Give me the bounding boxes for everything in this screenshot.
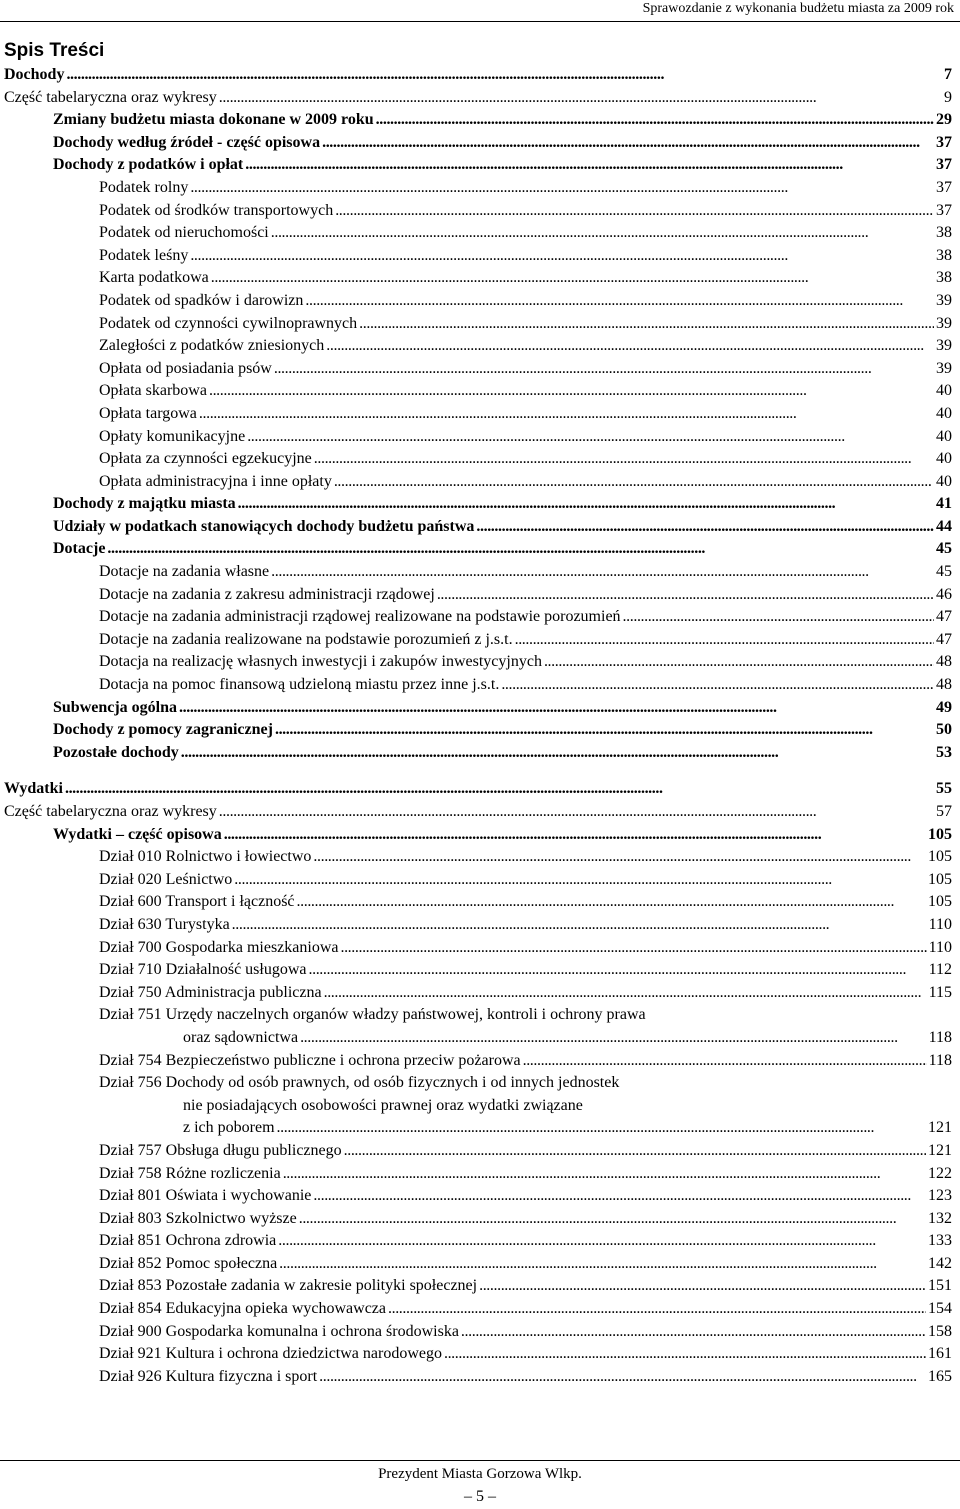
toc-entry[interactable] <box>0 64 960 87</box>
toc-leader-dots <box>444 1343 926 1365</box>
toc-entry[interactable] <box>0 1185 960 1208</box>
toc-entry-label: oraz sądownictwa <box>183 1028 299 1046</box>
toc-entry-label: Dochody <box>4 66 65 83</box>
toc-page-number: 50 <box>936 721 952 739</box>
toc-entry-label: Część tabelaryczna oraz wykresy <box>4 803 217 820</box>
toc-leader-dots <box>515 629 934 651</box>
toc-entry[interactable] <box>0 674 960 697</box>
toc-entry[interactable] <box>0 516 960 539</box>
toc-entry[interactable] <box>0 380 960 403</box>
toc-leader-dots <box>300 1027 927 1049</box>
toc-page-number: 121 <box>928 1141 952 1159</box>
toc-page-number: 9 <box>944 88 952 106</box>
toc-page-number: 105 <box>928 870 952 888</box>
toc-entry-label: Dotacja na pomoc finansową udzieloną miastu przez inne j.s.t. <box>99 676 500 694</box>
toc-entry[interactable] <box>0 982 960 1005</box>
toc-leader-dots <box>190 177 934 199</box>
toc-leader-dots <box>326 335 934 357</box>
toc-page-number: 105 <box>928 893 952 911</box>
toc-entry[interactable] <box>0 824 960 847</box>
toc-leader-dots <box>279 1253 926 1275</box>
toc-entry-label: Dział 854 Edukacyjna opieka wychowawcza <box>99 1300 386 1318</box>
toc-leader-dots <box>305 290 934 312</box>
toc-leader-dots <box>275 719 934 741</box>
toc-page-number: 47 <box>936 608 952 626</box>
toc-entry[interactable] <box>0 290 960 313</box>
toc-leader-dots <box>297 891 926 913</box>
toc-leader-dots <box>344 1140 926 1162</box>
toc-leader-dots <box>247 426 934 448</box>
toc-entry[interactable] <box>0 335 960 358</box>
toc-entry[interactable] <box>0 561 960 584</box>
toc-entry[interactable] <box>0 1253 960 1276</box>
toc-entry[interactable] <box>0 959 960 982</box>
toc-page-number: 48 <box>936 676 952 694</box>
toc-entry-label: Dział 756 Dochody od osób prawnych, od osób fizycznych i od innych jednostek <box>99 1074 620 1092</box>
page-number: – 5 – <box>464 1488 496 1505</box>
toc-leader-dots <box>623 606 934 628</box>
toc-page-number: 49 <box>936 698 952 716</box>
toc-page-number: 39 <box>936 314 952 332</box>
toc-leader-dots <box>359 313 934 335</box>
toc-entry[interactable] <box>0 778 960 801</box>
toc-page-number: 122 <box>928 1164 952 1182</box>
toc-page-number: 57 <box>936 803 952 820</box>
toc-entry-label: Dotacje na zadania z zakresu administracji rządowej <box>99 585 435 603</box>
toc-leader-dots <box>313 846 926 868</box>
toc-leader-dots <box>224 824 926 846</box>
toc-entry[interactable] <box>0 109 960 132</box>
toc-page-number: 47 <box>936 630 952 648</box>
toc-page-number: 39 <box>936 359 952 377</box>
toc-entry[interactable] <box>0 87 960 110</box>
toc-page-number: 38 <box>936 269 952 287</box>
toc-entry[interactable] <box>0 132 960 155</box>
toc-leader-dots <box>107 538 934 560</box>
header-rule <box>0 21 960 22</box>
toc-entry-label: Dział 600 Transport i łączność <box>99 893 295 911</box>
toc-entry-label: Dział 630 Turystyka <box>99 915 230 933</box>
toc-entry[interactable] <box>0 629 960 652</box>
toc-entry-label: Dział 926 Kultura fizyczna i sport <box>99 1367 318 1385</box>
toc-entry[interactable] <box>0 154 960 177</box>
toc-entry-label: Wydatki – część opisowa <box>53 825 222 843</box>
toc-leader-dots <box>479 1275 926 1297</box>
toc-page-number: 132 <box>928 1209 952 1227</box>
toc-leader-dots <box>313 1185 926 1207</box>
toc-leader-dots <box>324 982 927 1004</box>
toc-entry[interactable] <box>0 493 960 516</box>
toc-entry-label: Pozostałe dochody <box>53 743 179 761</box>
footer-rule <box>0 1460 960 1461</box>
toc-leader-dots <box>277 1117 926 1139</box>
footer-text: Prezydent Miasta Gorzowa Wlkp. <box>378 1466 582 1482</box>
toc-entry-label: Dział 757 Obsługa długu publicznego <box>99 1141 342 1159</box>
toc-page-number: 48 <box>936 653 952 671</box>
toc-page-number: 110 <box>928 915 952 933</box>
toc-entry[interactable] <box>0 801 960 824</box>
toc-leader-dots <box>437 584 934 606</box>
toc-leader-dots <box>271 561 934 583</box>
toc-entry[interactable] <box>0 742 960 765</box>
toc-page-number: 105 <box>928 825 952 843</box>
toc-entry[interactable] <box>0 1004 960 1027</box>
toc-entry[interactable] <box>0 1027 960 1050</box>
toc-entry[interactable] <box>0 448 960 471</box>
toc-entry-label: Dział 010 Rolnictwo i łowiectwo <box>99 848 312 866</box>
toc-entry[interactable] <box>0 1275 960 1298</box>
toc-page-number: 112 <box>928 961 952 979</box>
toc-entry[interactable] <box>0 1140 960 1163</box>
toc-entry[interactable] <box>0 846 960 869</box>
toc-entry-label: Dotacje na zadania administracji rządowej realizowane na podstawie porozumień <box>99 608 621 626</box>
toc-entry-label: Dział 758 Różne rozliczenia <box>99 1164 281 1182</box>
toc-entry[interactable] <box>0 1343 960 1366</box>
toc-page-number: 37 <box>936 156 952 174</box>
toc-page-number: 44 <box>936 517 952 535</box>
toc-entry-label: Podatek od środków transportowych <box>99 201 334 219</box>
toc-heading: Spis Treści <box>4 40 105 61</box>
toc-entry-label: Dział 020 Leśnictwo <box>99 870 233 888</box>
toc-entry-label: Podatek od spadków i darowizn <box>99 291 304 309</box>
toc-entry[interactable] <box>0 719 960 742</box>
toc-entry-label: Podatek od czynności cywilnoprawnych <box>99 314 358 332</box>
toc-leader-dots <box>314 448 934 470</box>
toc-page-number: 29 <box>936 111 952 129</box>
toc-leader-dots <box>319 1366 926 1388</box>
toc-page-number: 53 <box>936 743 952 761</box>
header-title: Sprawozdanie z wykonania budżetu miasta za 2009 rok <box>642 1 954 16</box>
toc-page-number: 40 <box>936 450 952 468</box>
toc-entry-label: Zaległości z podatków zniesionych <box>99 337 325 355</box>
toc-leader-dots <box>199 403 934 425</box>
toc-entry[interactable] <box>0 914 960 937</box>
toc-leader-dots <box>245 154 934 176</box>
toc-entry-label: Dochody według źródeł - część opisowa <box>53 133 321 151</box>
toc-entry[interactable] <box>0 651 960 674</box>
toc-entry-label: Subwencja ogólna <box>53 698 178 716</box>
toc-page-number: 121 <box>928 1119 952 1137</box>
toc-leader-dots <box>65 778 934 800</box>
table-of-contents <box>0 64 960 1388</box>
toc-entry[interactable] <box>0 538 960 561</box>
toc-page-number: 161 <box>928 1345 952 1363</box>
toc-leader-dots <box>271 222 934 244</box>
toc-leader-dots <box>234 869 926 891</box>
toc-page-number: 38 <box>936 224 952 242</box>
toc-entry[interactable] <box>0 267 960 290</box>
toc-entry[interactable] <box>0 471 960 494</box>
toc-entry-label: z ich poborem <box>183 1119 275 1137</box>
toc-entry[interactable] <box>0 245 960 268</box>
toc-entry-label: Opłaty komunikacyjne <box>99 427 246 445</box>
toc-leader-dots <box>181 742 934 764</box>
toc-leader-dots <box>309 959 927 981</box>
toc-entry[interactable] <box>0 697 960 720</box>
toc-entry[interactable] <box>0 200 960 223</box>
toc-page-number: 38 <box>936 246 952 264</box>
toc-entry[interactable] <box>0 1298 960 1321</box>
toc-entry[interactable] <box>0 1230 960 1253</box>
toc-entry-label: Dział 852 Pomoc społeczna <box>99 1254 278 1272</box>
toc-entry-label: Dział 801 Oświata i wychowanie <box>99 1187 312 1205</box>
toc-page-number: 115 <box>928 983 952 1001</box>
toc-leader-dots <box>179 697 934 719</box>
toc-page-number: 165 <box>928 1367 952 1385</box>
toc-entry[interactable] <box>0 1072 960 1095</box>
toc-entry-label: Dział 700 Gospodarka mieszkaniowa <box>99 938 339 956</box>
toc-page-number: 46 <box>936 585 952 603</box>
toc-page-number: 45 <box>936 563 952 581</box>
toc-page-number: 40 <box>936 404 952 422</box>
toc-page-number: 105 <box>928 848 952 866</box>
toc-entry-label: Dotacje na zadania realizowane na podstawie porozumień z j.s.t. <box>99 630 513 648</box>
toc-page-number: 110 <box>928 938 952 956</box>
toc-leader-dots <box>283 1163 926 1185</box>
toc-page-number: 142 <box>928 1254 952 1272</box>
toc-entry[interactable] <box>0 1321 960 1344</box>
toc-leader-dots <box>238 493 934 515</box>
toc-entry-label: Opłata administracyjna i inne opłaty <box>99 472 332 490</box>
toc-entry-label: Podatek rolny <box>99 178 189 196</box>
toc-entry-label: Opłata od posiadania psów <box>99 359 272 377</box>
toc-entry-label: Dział 853 Pozostałe zadania w zakresie polityki społecznej <box>99 1277 478 1295</box>
toc-entry-label: Część tabelaryczna oraz wykresy <box>4 88 217 106</box>
toc-leader-dots <box>219 801 934 823</box>
toc-leader-dots <box>274 358 934 380</box>
toc-entry-label: Dochody z pomocy zagranicznej <box>53 721 273 739</box>
toc-page-number: 151 <box>928 1277 952 1295</box>
toc-leader-dots <box>211 267 934 289</box>
toc-leader-dots <box>66 64 942 86</box>
toc-page-number: 118 <box>928 1051 952 1069</box>
toc-page-number: 123 <box>928 1187 952 1205</box>
toc-entry[interactable] <box>0 177 960 200</box>
toc-leader-dots <box>340 937 926 959</box>
toc-leader-dots <box>376 109 934 131</box>
toc-page-number: 41 <box>936 495 952 513</box>
toc-entry[interactable] <box>0 891 960 914</box>
page-header <box>0 0 960 24</box>
toc-leader-dots <box>388 1298 926 1320</box>
toc-page-number: 39 <box>936 291 952 309</box>
toc-page-number: 37 <box>936 201 952 219</box>
toc-entry-label: Opłata targowa <box>99 404 197 422</box>
toc-entry[interactable] <box>0 403 960 426</box>
toc-entry-label: Dochody z majątku miasta <box>53 495 236 513</box>
toc-entry-label: Podatek od nieruchomości <box>99 224 269 242</box>
toc-leader-dots <box>209 380 934 402</box>
toc-leader-dots <box>544 651 934 673</box>
toc-entry-label: Dotacje na zadania własne <box>99 563 270 581</box>
toc-entry[interactable] <box>0 1117 960 1140</box>
toc-entry-label: Dział 851 Ochrona zdrowia <box>99 1232 277 1250</box>
toc-page-number: 133 <box>928 1232 952 1250</box>
toc-leader-dots <box>232 914 927 936</box>
toc-entry-label: Dział 803 Szkolnictwo wyższe <box>99 1209 297 1227</box>
toc-entry-label: Karta podatkowa <box>99 269 209 287</box>
toc-leader-dots <box>278 1230 926 1252</box>
toc-leader-dots <box>476 516 934 538</box>
toc-leader-dots <box>335 200 934 222</box>
toc-entry-label: Wydatki <box>4 780 63 798</box>
toc-entry[interactable] <box>0 1095 960 1118</box>
toc-leader-dots <box>523 1050 927 1072</box>
toc-entry[interactable] <box>0 313 960 336</box>
toc-entry-label: Dział 751 Urzędy naczelnych organów władzy państwowej, kontroli i ochrony prawa <box>99 1006 646 1024</box>
toc-leader-dots <box>461 1321 926 1343</box>
toc-entry[interactable] <box>0 1366 960 1389</box>
toc-leader-dots <box>501 674 934 696</box>
toc-entry-label: Dział 900 Gospodarka komunalna i ochrona środowiska <box>99 1322 459 1340</box>
toc-leader-dots <box>322 132 934 154</box>
toc-entry-label: Dochody z podatków i opłat <box>53 156 244 174</box>
toc-entry[interactable] <box>0 222 960 245</box>
toc-leader-dots <box>299 1208 926 1230</box>
toc-page-number: 55 <box>936 780 952 798</box>
toc-page-number: 37 <box>936 178 952 196</box>
toc-page-number: 39 <box>936 337 952 355</box>
toc-entry-label: Zmiany budżetu miasta dokonane w 2009 roku <box>53 111 374 129</box>
toc-entry-label: Opłata skarbowa <box>99 382 207 400</box>
toc-page-number: 158 <box>928 1322 952 1340</box>
toc-leader-dots <box>334 471 934 493</box>
toc-page-number: 154 <box>928 1300 952 1318</box>
toc-entry[interactable] <box>0 584 960 607</box>
toc-entry-label: Dotacje <box>53 540 106 558</box>
toc-entry[interactable] <box>0 1163 960 1186</box>
toc-entry-label: Opłata za czynności egzekucyjne <box>99 450 312 468</box>
toc-page-number: 45 <box>936 540 952 558</box>
toc-page-number: 40 <box>936 427 952 445</box>
toc-entry-label: Podatek leśny <box>99 246 189 264</box>
toc-entry[interactable] <box>0 1050 960 1073</box>
toc-entry-label: Dział 754 Bezpieczeństwo publiczne i ochrona przeciw pożarowa <box>99 1051 521 1069</box>
toc-leader-dots <box>190 245 934 267</box>
toc-page-number: 118 <box>928 1028 952 1046</box>
toc-leader-dots <box>219 87 942 109</box>
toc-entry[interactable] <box>0 1208 960 1231</box>
toc-entry-label: Dział 710 Działalność usługowa <box>99 961 307 979</box>
toc-entry[interactable] <box>0 358 960 381</box>
toc-page-number: 40 <box>936 472 952 490</box>
toc-entry-label: Dotacja na realizację własnych inwestycji i zakupów inwestycyjnych <box>99 653 542 671</box>
toc-page-number: 40 <box>936 382 952 400</box>
toc-entry-label: nie posiadających osobowości prawnej oraz wydatki związane <box>183 1096 583 1114</box>
toc-page-number: 37 <box>936 133 952 151</box>
toc-entry[interactable] <box>0 606 960 629</box>
toc-entry[interactable] <box>0 426 960 449</box>
toc-entry-label: Udziały w podatkach stanowiących dochody budżetu państwa <box>53 517 475 535</box>
toc-entry-label: Dział 921 Kultura i ochrona dziedzictwa narodowego <box>99 1345 442 1363</box>
toc-page-number: 7 <box>944 66 952 83</box>
toc-entry[interactable] <box>0 937 960 960</box>
toc-entry-label: Dział 750 Administracja publiczna <box>99 983 322 1001</box>
toc-entry[interactable] <box>0 869 960 892</box>
